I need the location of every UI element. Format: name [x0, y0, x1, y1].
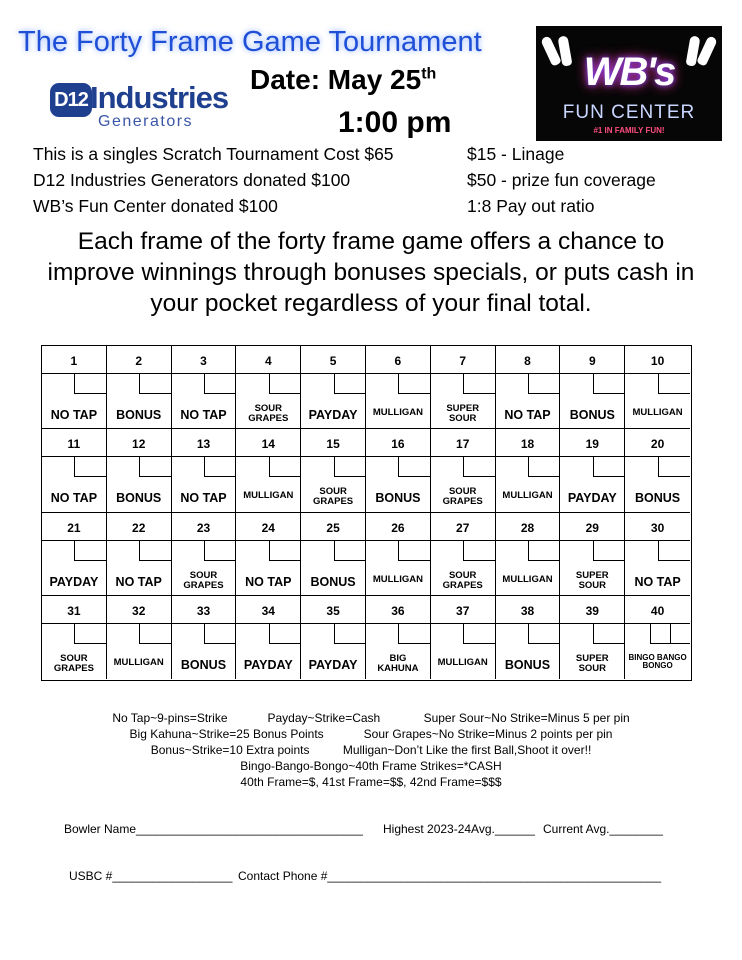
ball-box[interactable] [463, 374, 495, 394]
frame-number: 7 [459, 354, 467, 368]
d12-subtitle: Generators [98, 113, 194, 130]
ball-box[interactable] [74, 541, 106, 561]
frame-number: 35 [326, 603, 340, 618]
frame-cell[interactable] [172, 429, 237, 512]
frame-special-label: SOUR GRAPES [183, 569, 224, 591]
frame-number: 16 [391, 437, 405, 452]
frame-number: 1 [70, 354, 78, 368]
frame-cell[interactable] [560, 429, 625, 512]
frame-special-label: NO TAP [634, 574, 681, 589]
frame-cell[interactable] [625, 513, 690, 596]
ball-box[interactable] [528, 457, 560, 477]
frame-special-label: MULLIGAN [113, 656, 164, 668]
intro-line: improve winnings through bonuses specials, or puts cash in [47, 259, 695, 286]
frame-special-label: SUPER SOUR [446, 403, 480, 424]
frame-number: 8 [524, 354, 531, 368]
legend-line: Big Kahuna~Strike=25 Bonus Points Sour Grapes~No Strike=Minus 2 points per pin [129, 727, 613, 741]
ball-box[interactable] [334, 624, 366, 644]
ball-box[interactable] [74, 374, 106, 394]
frame-cell[interactable] [301, 596, 366, 679]
info-line: WB’s Fun Center donated $100 [33, 196, 278, 216]
frame-number: 38 [520, 603, 535, 618]
frame-cell[interactable] [42, 429, 107, 512]
event-date [250, 64, 436, 96]
contact-phone-field[interactable]: Contact Phone #__________________________________________________ [238, 869, 662, 883]
frame-cell[interactable] [236, 596, 301, 679]
frame-cell[interactable] [625, 346, 690, 429]
frame-cell[interactable] [172, 596, 237, 679]
frame-cell[interactable] [172, 513, 237, 596]
highest-average-field[interactable]: Highest 2023-24Avg.______ [383, 822, 535, 836]
frame-special-label: MULLIGAN [437, 656, 488, 668]
frame-number: 28 [520, 520, 535, 535]
frame-cell[interactable] [431, 513, 496, 596]
frame-number: 17 [456, 437, 470, 452]
ball-box[interactable] [398, 374, 430, 394]
frame-special-label: NO TAP [50, 491, 98, 506]
frame-cell[interactable] [301, 429, 366, 512]
frame-number: 23 [196, 520, 211, 535]
current-average-field[interactable]: Current Avg.________ [543, 822, 663, 836]
frame-number: 15 [326, 437, 340, 452]
d12-wordmark: Industries [90, 80, 229, 115]
ball-box[interactable] [139, 541, 171, 561]
frame-cell[interactable] [366, 513, 431, 596]
ball-box[interactable] [74, 457, 106, 477]
frame-number: 22 [132, 520, 146, 535]
intro-line: Each frame of the forty frame game offers a chance to [77, 228, 665, 255]
frame-number: 9 [588, 354, 596, 368]
date-suffix: th [421, 65, 437, 83]
frame-cell[interactable] [431, 429, 496, 512]
frame-special-label: PAYDAY [49, 574, 99, 589]
score-sheet [41, 345, 692, 681]
frame-cell[interactable] [236, 513, 301, 596]
frame-number: 3 [200, 354, 207, 368]
frame-special-label: BONUS [635, 491, 681, 506]
ball-box[interactable] [204, 624, 236, 644]
frame-cell[interactable] [431, 596, 496, 679]
info-line: This is a singles Scratch Tournament Cost $65 [33, 144, 394, 164]
legend-line: Bonus~Strike=10 Extra points Mulligan~Don’t Like the first Ball,Shoot it over!! [150, 743, 592, 757]
ball-box[interactable] [74, 624, 106, 644]
legend-line: No Tap~9-pins=Strike Payday~Strike=Cash Super Sour~No Strike=Minus 5 per pin [112, 711, 630, 725]
info-line: D12 Industries Generators donated $100 [33, 170, 351, 190]
ball-box[interactable] [593, 374, 625, 394]
frame-cell[interactable] [366, 596, 431, 679]
ball-box-divider [670, 624, 671, 644]
frame-cell[interactable] [625, 429, 690, 512]
event-time: 1:00 pm [338, 106, 452, 139]
frame-cell[interactable] [42, 596, 107, 679]
ball-box[interactable] [398, 624, 430, 644]
ball-box[interactable] [463, 457, 495, 477]
ball-box[interactable] [334, 541, 366, 561]
frame-cell[interactable] [496, 513, 561, 596]
ball-box[interactable] [204, 541, 236, 561]
ball-box[interactable] [593, 624, 625, 644]
wb-fun-center-logo [536, 26, 722, 141]
d12-industries-logo [50, 80, 230, 132]
frame-special-label: BIG KAHUNA [377, 652, 419, 674]
frame-special-label: NO TAP [180, 491, 227, 506]
frame-number: 26 [391, 520, 405, 535]
frame-special-label: SUPER SOUR [575, 569, 609, 591]
frame-cell[interactable] [301, 513, 366, 596]
intro-line: your pocket regardless of your final total. [150, 290, 592, 317]
frame-special-label: NO TAP [180, 408, 227, 422]
ball-box[interactable] [204, 374, 236, 394]
frame-special-label: PAYDAY [567, 491, 617, 506]
bowler-name-field[interactable]: Bowler Name__________________________________ [64, 822, 363, 836]
usbc-number-field[interactable]: USBC #__________________ [69, 869, 233, 883]
ball-box[interactable] [139, 457, 171, 477]
ball-box[interactable] [398, 457, 430, 477]
frame-number: 10 [650, 354, 665, 368]
frame-number: 21 [67, 520, 81, 535]
frame-special-label: SOUR GRAPES [248, 403, 289, 424]
wb-tagline: #1 IN FAMILY FUN! [593, 126, 665, 135]
frame-special-label: NO TAP [115, 574, 162, 589]
ball-box[interactable] [334, 457, 366, 477]
frame-special-label: SUPER SOUR [575, 652, 609, 674]
info-line: 1:8 Pay out ratio [467, 196, 595, 216]
ball-box[interactable] [398, 541, 430, 561]
frame-number: 13 [196, 437, 211, 452]
frame-number: 2 [135, 354, 143, 368]
frame-cell[interactable] [172, 346, 237, 429]
frame-special-label: BONUS [310, 574, 356, 589]
ball-box[interactable] [334, 374, 366, 394]
ball-box[interactable] [463, 624, 495, 644]
frame-special-label: SOUR GRAPES [313, 486, 354, 508]
frame-number: 4 [264, 354, 272, 368]
frame-special-label: MULLIGAN [372, 573, 423, 585]
d12-badge: D12 [50, 83, 92, 117]
frame-special-label: BONUS [504, 657, 551, 672]
ball-box[interactable] [269, 374, 301, 394]
frame-number: 34 [261, 603, 275, 618]
frame-number: 30 [650, 520, 665, 535]
frame-number: 32 [132, 603, 146, 618]
frame-cell[interactable] [366, 346, 431, 429]
wb-wordmark: WB's [583, 50, 675, 94]
ball-box[interactable] [528, 374, 560, 394]
frame-special-label: BONUS [180, 657, 227, 672]
frame-special-label: MULLIGAN [243, 490, 294, 502]
frame-special-label: BONUS [569, 408, 615, 422]
intro-paragraph [0, 226, 742, 319]
frame-cell[interactable] [42, 513, 107, 596]
frame-cell[interactable] [107, 596, 172, 679]
ball-box[interactable] [269, 624, 301, 644]
ball-box[interactable] [593, 541, 625, 561]
frame-special-label: BINGO BANGO BONGO [628, 652, 687, 671]
frame-cell[interactable] [560, 346, 625, 429]
frame-cell[interactable] [107, 429, 172, 512]
ball-box[interactable] [593, 457, 625, 477]
ball-box[interactable] [139, 624, 171, 644]
frame-cell[interactable] [496, 596, 561, 679]
frame-special-label: MULLIGAN [502, 573, 553, 585]
frame-special-label: MULLIGAN [372, 407, 423, 418]
frame-cell[interactable] [236, 346, 301, 429]
date-label: Date: May 25 [250, 64, 422, 95]
frame-number: 40 [650, 603, 665, 618]
frame-cell[interactable] [560, 596, 625, 679]
frame-special-label: BONUS [375, 491, 421, 506]
frame-cell[interactable] [301, 346, 366, 429]
ball-box[interactable] [658, 541, 690, 561]
frame-cell[interactable] [496, 346, 561, 429]
frame-cell[interactable] [496, 429, 561, 512]
ball-box[interactable] [269, 457, 301, 477]
ball-box[interactable] [658, 374, 690, 394]
frame-number: 6 [394, 354, 402, 368]
frame-special-label: MULLIGAN [502, 490, 553, 502]
ball-box[interactable] [269, 541, 301, 561]
frame-number: 12 [132, 437, 146, 452]
frame-cell[interactable] [625, 596, 690, 679]
frame-number: 24 [261, 520, 275, 535]
frame-cell[interactable] [107, 513, 172, 596]
frame-special-label: NO TAP [245, 574, 292, 589]
frame-cell[interactable] [107, 346, 172, 429]
frame-cell[interactable] [366, 429, 431, 512]
frame-cell[interactable] [560, 513, 625, 596]
frame-cell[interactable] [42, 346, 107, 429]
page-title: The Forty Frame Game Tournament [18, 26, 482, 58]
frame-number: 5 [329, 354, 337, 368]
frame-number: 14 [261, 437, 275, 452]
frame-number: 27 [456, 520, 470, 535]
ball-box[interactable] [528, 624, 560, 644]
frame-cell[interactable] [431, 346, 496, 429]
legend-line: Bingo-Bango-Bongo~40th Frame Strikes=*CASH [240, 759, 502, 773]
wb-subtitle: FUN CENTER [562, 102, 696, 123]
info-line: $15 - Linage [467, 144, 565, 164]
frame-cell[interactable] [236, 429, 301, 512]
frame-number: 20 [650, 437, 665, 452]
frame-special-label: SOUR GRAPES [53, 652, 94, 674]
frame-number: 11 [67, 437, 81, 452]
frame-number: 37 [456, 603, 470, 618]
frame-number: 39 [585, 603, 599, 618]
frame-number: 31 [67, 603, 81, 618]
frame-special-label: SOUR GRAPES [442, 486, 483, 508]
frame-special-label: NO TAP [504, 408, 551, 422]
ball-box[interactable] [463, 541, 495, 561]
frame-number: 29 [585, 520, 599, 535]
frame-number: 36 [391, 603, 405, 618]
frame-special-label: PAYDAY [308, 657, 358, 672]
frame-special-label: PAYDAY [308, 408, 358, 422]
ball-box[interactable] [658, 457, 690, 477]
frame-number: 25 [326, 520, 340, 535]
frame-special-label: PAYDAY [243, 657, 293, 672]
frame-special-label: NO TAP [50, 408, 98, 422]
frame-number: 18 [520, 437, 535, 452]
frame-number: 19 [585, 437, 599, 452]
frame-special-label: BONUS [116, 408, 162, 422]
info-line: $50 - prize fun coverage [467, 170, 656, 190]
ball-box[interactable] [528, 541, 560, 561]
ball-box[interactable] [139, 374, 171, 394]
frame-special-label: SOUR GRAPES [442, 569, 483, 591]
frame-number: 33 [196, 603, 211, 618]
ball-box[interactable] [204, 457, 236, 477]
frame-special-label: BONUS [116, 491, 162, 506]
legend-line: 40th Frame=$, 41st Frame=$$, 42nd Frame=$$$ [240, 775, 502, 789]
frame-special-label: MULLIGAN [632, 407, 683, 418]
